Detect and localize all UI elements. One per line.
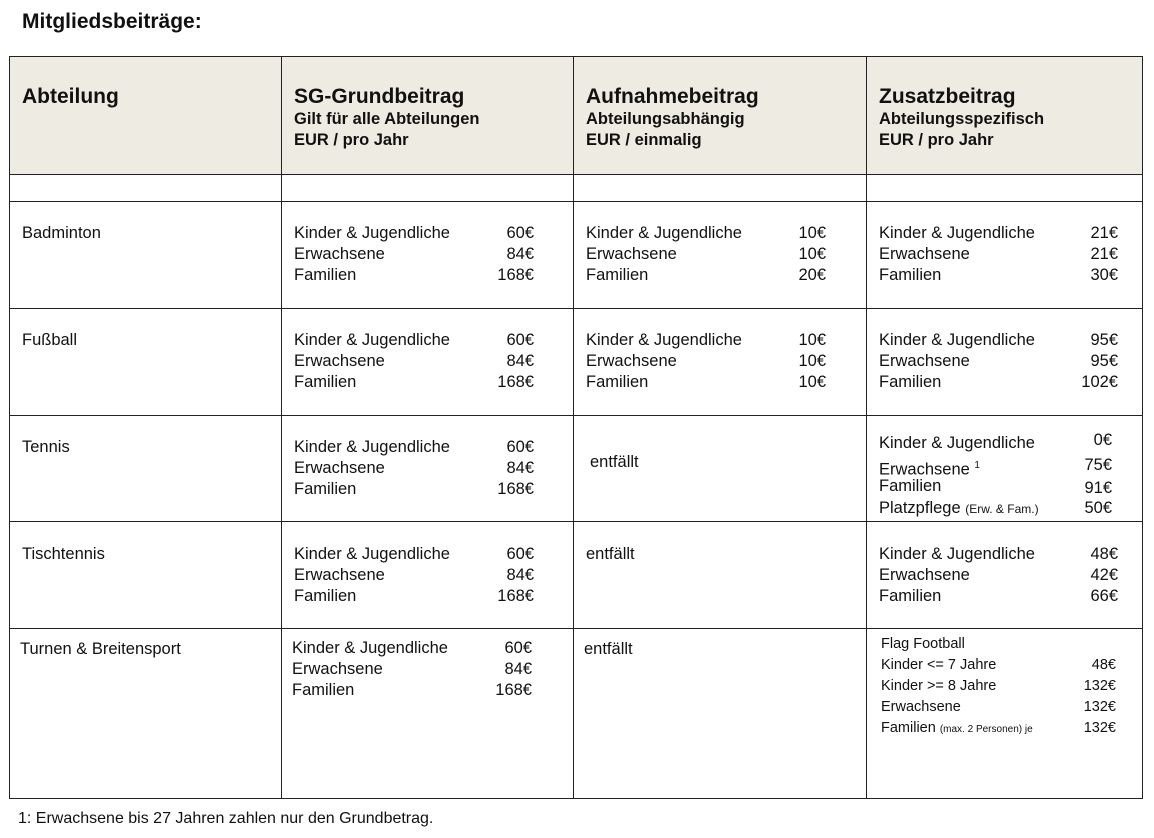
- fee-label-text: Erwachsene: [879, 460, 970, 478]
- fee-amount: 10€: [798, 331, 826, 349]
- fee-label: Kinder & Jugendliche: [294, 438, 450, 456]
- header-admission-fee-title: Aufnahmebeitrag: [586, 85, 759, 108]
- fee-label-note: (max. 2 Personen) je: [939, 724, 1033, 735]
- fee-label: Familien: [879, 266, 942, 284]
- header-department: [22, 85, 119, 109]
- admission-not-applicable: entfällt: [584, 640, 633, 658]
- fee-label: Erwachsene: [294, 459, 385, 477]
- department-tischtennis: Tischtennis: [22, 545, 105, 563]
- fee-label: Erwachsene: [586, 245, 677, 263]
- fee-row: [294, 372, 534, 393]
- fee-row: [879, 433, 1112, 455]
- fee-label: [881, 718, 1033, 740]
- fee-row: [586, 223, 826, 244]
- header-additional-fee-line1: Abteilungsspezifisch: [879, 110, 1045, 128]
- row-divider: [10, 521, 1142, 522]
- fee-label-note: (Erw. & Fam.): [965, 501, 1039, 516]
- fee-label: Kinder & Jugendliche: [879, 331, 1035, 349]
- fee-amount: 168€: [495, 681, 532, 699]
- fee-label: Familien: [294, 480, 357, 498]
- fee-label-text: Familien: [881, 720, 936, 736]
- row-divider: [10, 308, 1142, 309]
- fee-amount: 42€: [1090, 566, 1118, 584]
- row-divider: [10, 201, 1142, 202]
- fee-label: Familien: [879, 587, 942, 605]
- fee-row: [294, 565, 534, 586]
- department-tennis: Tennis: [22, 438, 70, 456]
- fee-row: [586, 372, 826, 393]
- fee-row: [294, 330, 534, 351]
- base-fee-list: [292, 638, 532, 701]
- admission-fee-list: [586, 223, 826, 286]
- fee-amount: 30€: [1090, 266, 1118, 284]
- fee-label: Erwachsene: [294, 566, 385, 584]
- additional-fee-list: [879, 223, 1118, 286]
- fee-amount: 84€: [506, 245, 534, 263]
- fee-amount: 48€: [1091, 657, 1116, 673]
- fee-row: [879, 372, 1118, 393]
- fee-label: Kinder <= 7 Jahre: [881, 657, 997, 673]
- fee-row: [586, 351, 826, 372]
- fee-label: Familien: [586, 373, 649, 391]
- fee-row: [294, 223, 534, 244]
- header-additional-fee-line2: EUR / pro Jahr: [879, 131, 994, 149]
- fee-row: [294, 437, 534, 458]
- fee-label: Familien: [292, 681, 355, 699]
- fee-row: [881, 718, 1116, 739]
- base-fee-list: [294, 330, 534, 393]
- header-base-fee-line2: EUR / pro Jahr: [294, 131, 409, 149]
- fee-amount: 20€: [798, 266, 826, 284]
- fee-label: Erwachsene: [292, 660, 383, 678]
- fee-label: Kinder & Jugendliche: [586, 224, 742, 242]
- fee-row: [879, 265, 1118, 286]
- fee-amount: 84€: [504, 660, 532, 678]
- fee-label: Erwachsene: [879, 566, 970, 584]
- header-additional-fee: [879, 85, 1044, 151]
- fee-amount: 21€: [1090, 224, 1118, 242]
- fee-amount: 60€: [506, 438, 534, 456]
- fee-row: [294, 244, 534, 265]
- fee-amount: 60€: [506, 331, 534, 349]
- fee-amount: 10€: [798, 224, 826, 242]
- admission-fee-list: [586, 330, 826, 393]
- fee-amount: 60€: [506, 224, 534, 242]
- base-fee-list: [294, 437, 534, 500]
- column-divider: [866, 57, 867, 798]
- admission-not-applicable: entfällt: [590, 453, 639, 471]
- fee-row: [586, 330, 826, 351]
- additional-fee-list: [881, 634, 1116, 739]
- fee-amount: 132€: [1083, 720, 1116, 736]
- department-turnen-breitensport: Turnen & Breitensport: [20, 640, 181, 658]
- fee-label: Kinder & Jugendliche: [294, 224, 450, 242]
- column-divider: [281, 57, 282, 798]
- fee-label: Kinder & Jugendliche: [586, 331, 742, 349]
- fee-row: [879, 476, 1112, 498]
- header-base-fee: [294, 85, 479, 151]
- base-fee-list: [294, 544, 534, 607]
- header-base-fee-title: SG-Grundbeitrag: [294, 85, 465, 108]
- fee-amount: 132€: [1083, 678, 1116, 694]
- header-admission-fee-line1: Abteilungsabhängig: [586, 110, 745, 128]
- fee-section-heading: [881, 634, 1116, 655]
- fee-amount: 132€: [1083, 699, 1116, 715]
- fee-amount: 168€: [497, 373, 534, 391]
- fee-label-text: Platzpflege: [879, 498, 961, 517]
- fee-row: [881, 697, 1116, 718]
- fee-amount: 66€: [1090, 587, 1118, 605]
- fee-row: [294, 265, 534, 286]
- fee-row: [879, 351, 1118, 372]
- page-title: Mitgliedsbeiträge:: [22, 10, 202, 33]
- fee-amount: 75€: [1084, 455, 1112, 474]
- fee-amount: 50€: [1084, 498, 1112, 517]
- department-fussball: Fußball: [22, 331, 78, 349]
- fee-label: Kinder & Jugendliche: [879, 545, 1035, 563]
- fee-label: Familien: [879, 477, 942, 495]
- header-admission-fee-line2: EUR / einmalig: [586, 131, 702, 149]
- base-fee-list: [294, 223, 534, 286]
- fee-label: Kinder >= 8 Jahre: [881, 678, 997, 694]
- fee-amount: 48€: [1090, 545, 1118, 563]
- fee-amount: 0€: [1093, 431, 1112, 449]
- fee-label: [879, 498, 1039, 520]
- fee-amount: 21€: [1090, 245, 1118, 263]
- fee-row: [586, 265, 826, 286]
- fee-label: Familien: [586, 266, 649, 284]
- fee-amount: 10€: [798, 373, 826, 391]
- fee-row: [879, 565, 1118, 586]
- additional-fee-list: [879, 544, 1118, 607]
- department-badminton: Badminton: [22, 224, 101, 242]
- fee-amount: 168€: [497, 480, 534, 498]
- fee-amount: 60€: [506, 545, 534, 563]
- fee-row: [294, 458, 534, 479]
- fee-label: Erwachsene: [879, 245, 970, 263]
- fee-amount: 60€: [504, 639, 532, 657]
- header-additional-fee-title: Zusatzbeitrag: [879, 85, 1016, 108]
- fee-label: Kinder & Jugendliche: [292, 639, 448, 657]
- fee-row: [879, 244, 1118, 265]
- membership-fee-table: [9, 56, 1143, 799]
- fee-row: [881, 676, 1116, 697]
- fee-amount: 102€: [1081, 373, 1118, 391]
- fee-amount: 84€: [506, 459, 534, 477]
- fee-row: [879, 330, 1118, 351]
- fee-label: Familien: [879, 373, 942, 391]
- fee-label: Kinder & Jugendliche: [879, 434, 1035, 452]
- fee-row: [879, 498, 1112, 520]
- fee-label: Familien: [294, 373, 357, 391]
- fee-amount: 168€: [497, 266, 534, 284]
- fee-label: Erwachsene: [294, 352, 385, 370]
- fee-amount: 168€: [497, 587, 534, 605]
- fee-row: [879, 544, 1118, 565]
- fee-row: [879, 455, 1112, 477]
- fee-row: [292, 638, 532, 659]
- fee-row: [294, 351, 534, 372]
- flag-football-heading: Flag Football: [881, 636, 965, 652]
- header-base-fee-line1: Gilt für alle Abteilungen: [294, 110, 480, 128]
- fee-row: [294, 586, 534, 607]
- fee-row: [586, 244, 826, 265]
- footnote-marker: 1: [974, 459, 980, 471]
- row-divider: [10, 415, 1142, 416]
- fee-amount: 10€: [798, 245, 826, 263]
- fee-row: [881, 655, 1116, 676]
- row-divider: [10, 628, 1142, 629]
- fee-label: Erwachsene: [586, 352, 677, 370]
- fee-amount: 91€: [1084, 479, 1112, 497]
- fee-label: Kinder & Jugendliche: [879, 224, 1035, 242]
- fee-row: [879, 586, 1118, 607]
- footnote: 1: Erwachsene bis 27 Jahren zahlen nur den Grundbetrag.: [18, 810, 434, 827]
- fee-row: [292, 680, 532, 701]
- fee-row: [292, 659, 532, 680]
- fee-label: Kinder & Jugendliche: [294, 331, 450, 349]
- fee-row: [294, 479, 534, 500]
- fee-amount: 10€: [798, 352, 826, 370]
- fee-label: Kinder & Jugendliche: [294, 545, 450, 563]
- fee-amount: 84€: [506, 352, 534, 370]
- fee-row: [294, 544, 534, 565]
- fee-row: [879, 223, 1118, 244]
- header-admission-fee: [586, 85, 759, 151]
- fee-label: Erwachsene: [881, 699, 961, 715]
- fee-label: Familien: [294, 266, 357, 284]
- header-department-title: Abteilung: [22, 85, 119, 108]
- additional-fee-list: [879, 330, 1118, 393]
- fee-amount: 95€: [1090, 331, 1118, 349]
- fee-amount: 95€: [1090, 352, 1118, 370]
- fee-label: Erwachsene: [879, 352, 970, 370]
- additional-fee-list: [879, 433, 1112, 519]
- fee-label: Familien: [294, 587, 357, 605]
- fee-amount: 84€: [506, 566, 534, 584]
- column-divider: [573, 57, 574, 798]
- admission-not-applicable: entfällt: [586, 545, 635, 563]
- row-divider: [10, 174, 1142, 175]
- fee-label: Erwachsene: [294, 245, 385, 263]
